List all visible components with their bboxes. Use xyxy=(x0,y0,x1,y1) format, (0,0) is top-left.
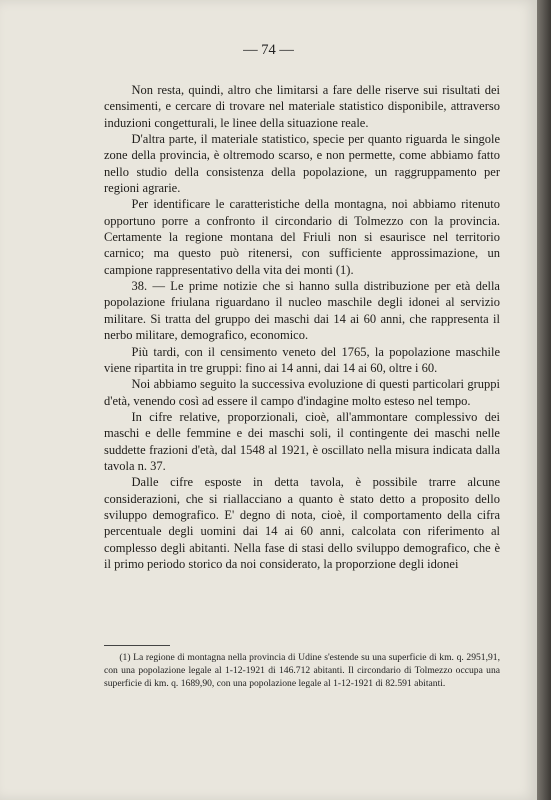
paragraph: D'altra parte, il materiale statistico, specie per quanto riguarda le singole zone della provincia, è oltremodo scarso, e non permette, come abbiamo fatto nello studio della consistenza della popolazione, un raggruppamento per regioni agrarie. xyxy=(104,132,500,196)
paragraph: Più tardi, con il censimento veneto del 1765, la popolazione maschile viene ripartita in tre gruppi: fino ai 14 anni, dai 14 ai 60, oltre i 60. xyxy=(104,344,500,375)
paragraph: Per identificare le caratteristiche della montagna, noi abbiamo ritenuto opportuno porre a confronto il circondario di Tolmezzo con la provincia. Certamente la regione montana del Friuli non si esaurisce nel territorio carnico; ma questo può ritenersi, con sufficiente approssimazione, un campione rappresentativo della vita dei monti (1). xyxy=(104,197,500,277)
footnote-text: (1) La regione di montagna nella provincia di Udine s'estende su una superficie di km. q. 2951,91, con una popolazione legale al 1-12-1921 di 146.712 abitanti. Il circondario di Tolmezzo occupa una superficie di km. q. 1689,90, con una popolazione legale al 1-12-1921 di 82.591 abitanti. xyxy=(104,652,500,689)
paragraph: 38. — Le prime notizie che si hanno sulla distribuzione per età della popolazione friulana riguardano il nucleo maschile degli idonei al servizio militare. Si tratta del gruppo dei maschi dai 14 ai 60 anni, che rappresenta il nerbo militare, demografico, economico. xyxy=(104,279,500,343)
body-text xyxy=(104,82,500,572)
paragraph: Noi abbiamo seguito la successiva evoluzione di questi particolari gruppi d'età, venendo così ad essere il campo d'indagine molto esteso nel tempo. xyxy=(104,377,500,408)
paragraph: Non resta, quindi, altro che limitarsi a fare delle riserve sui risultati dei censimenti, e cercare di trovare nel materiale statistico disponibile, attraverso induzioni congetturali, le linee della situazione reale. xyxy=(104,83,500,130)
paragraph: Dalle cifre esposte in detta tavola, è possibile trarre alcune considerazioni, che si riallacciano a quanto è stato detto a proposito dello sviluppo demografico. E' degno di nota, cioè, il comportamento della cifra percentuale degli uomini dai 14 ai 60 anni, calcolata con riferimento al complesso degli abitanti. Nella fase di stasi dello sviluppo demografico, che è il primo periodo storico da noi considerato, la proporzione degli idonei xyxy=(104,475,500,571)
footnote xyxy=(104,651,500,690)
paragraph: In cifre relative, proporzionali, cioè, all'ammontare complessivo dei maschi e delle femmine e dei maschi soli, il contingente dei maschi nelle suddette frazioni d'età, dal 1548 al 1921, è oscillato nella misura indicata dalla tavola n. 37. xyxy=(104,409,500,473)
footnote-separator xyxy=(104,645,170,646)
page-number: — 74 — xyxy=(243,42,294,58)
book-binding-edge xyxy=(537,0,551,800)
